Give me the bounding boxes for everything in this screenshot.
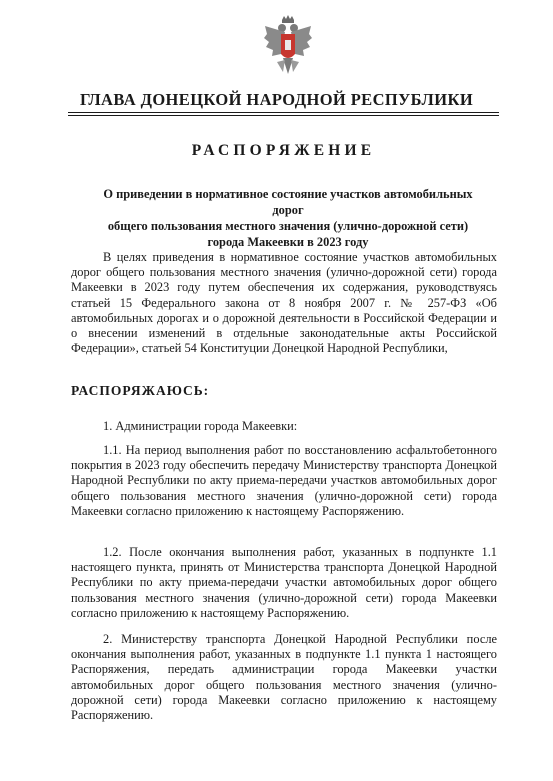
subject-line: города Макеевки в 2023 году — [207, 235, 369, 249]
coat-of-arms-eagle-icon — [263, 14, 313, 84]
item-2: 2. Министерству транспорта Донецкой Народной Республики после окончания выполнения работ, указанных в подпункте 1.1 пункта 1 настоящего Распоряжения, передать администрации города Макеевки участки автомобильных дорог общего пользования местного значения (улично-дорожной сети) города Макеевки согласно приложению к настоящему Распоряжению. — [71, 632, 497, 723]
subject-line: О приведении в нормативное состояние участков автомобильных дорог — [103, 187, 473, 217]
document-type: РАСПОРЯЖЕНИЕ — [191, 142, 376, 159]
authority-title: ГЛАВА ДОНЕЦКОЙ НАРОДНОЙ РЕСПУБЛИКИ — [79, 90, 474, 109]
order-heading: РАСПОРЯЖАЮСЬ: — [71, 383, 210, 398]
subject-line: общего пользования местного значения (улично-дорожной сети) — [107, 219, 469, 233]
item-1-1: 1.1. На период выполнения работ по восстановлению асфальтобетонного покрытия в 2023 году обеспечить передачу Министерству транспорта Донецкой Народной Республики по акту приема-передачи участков автомобильных дорог общего пользования местного значения (улично-дорожной сети) города Макеевки согласно приложению к настоящему Распоряжению. — [71, 443, 497, 518]
item-1-2: 1.2. После окончания выполнения работ, указанных в подпункте 1.1 настоящего пункта, принять от Министерства транспорта Донецкой Народной Республики по акту приема-передачи участки автомобильных дорог общего пользования местного значения (улично-дорожной сети) города Макеевки согласно приложению к настоящему Распоряжению. — [71, 545, 497, 620]
preamble-paragraph: В целях приведения в нормативное состояние участков автомобильных дорог общего пользования местного значения (улично-дорожной сети) города Макеевки в 2023 году путем обеспечения их содержания, руководствуясь статьей 15 Федерального закона от 8 ноября 2007 г. № 257-ФЗ «Об автомобильных дорогах и о дорожной деятельности в Российской Федерации и о внесении изменений в отдельные законодательные акты Российской Федерации», статьей 54 Конституции Донецкой Народной Республики, — [71, 250, 497, 356]
header-divider — [68, 112, 499, 116]
item-1: 1. Администрации города Макеевки: — [103, 419, 298, 433]
document-subject — [90, 186, 486, 250]
